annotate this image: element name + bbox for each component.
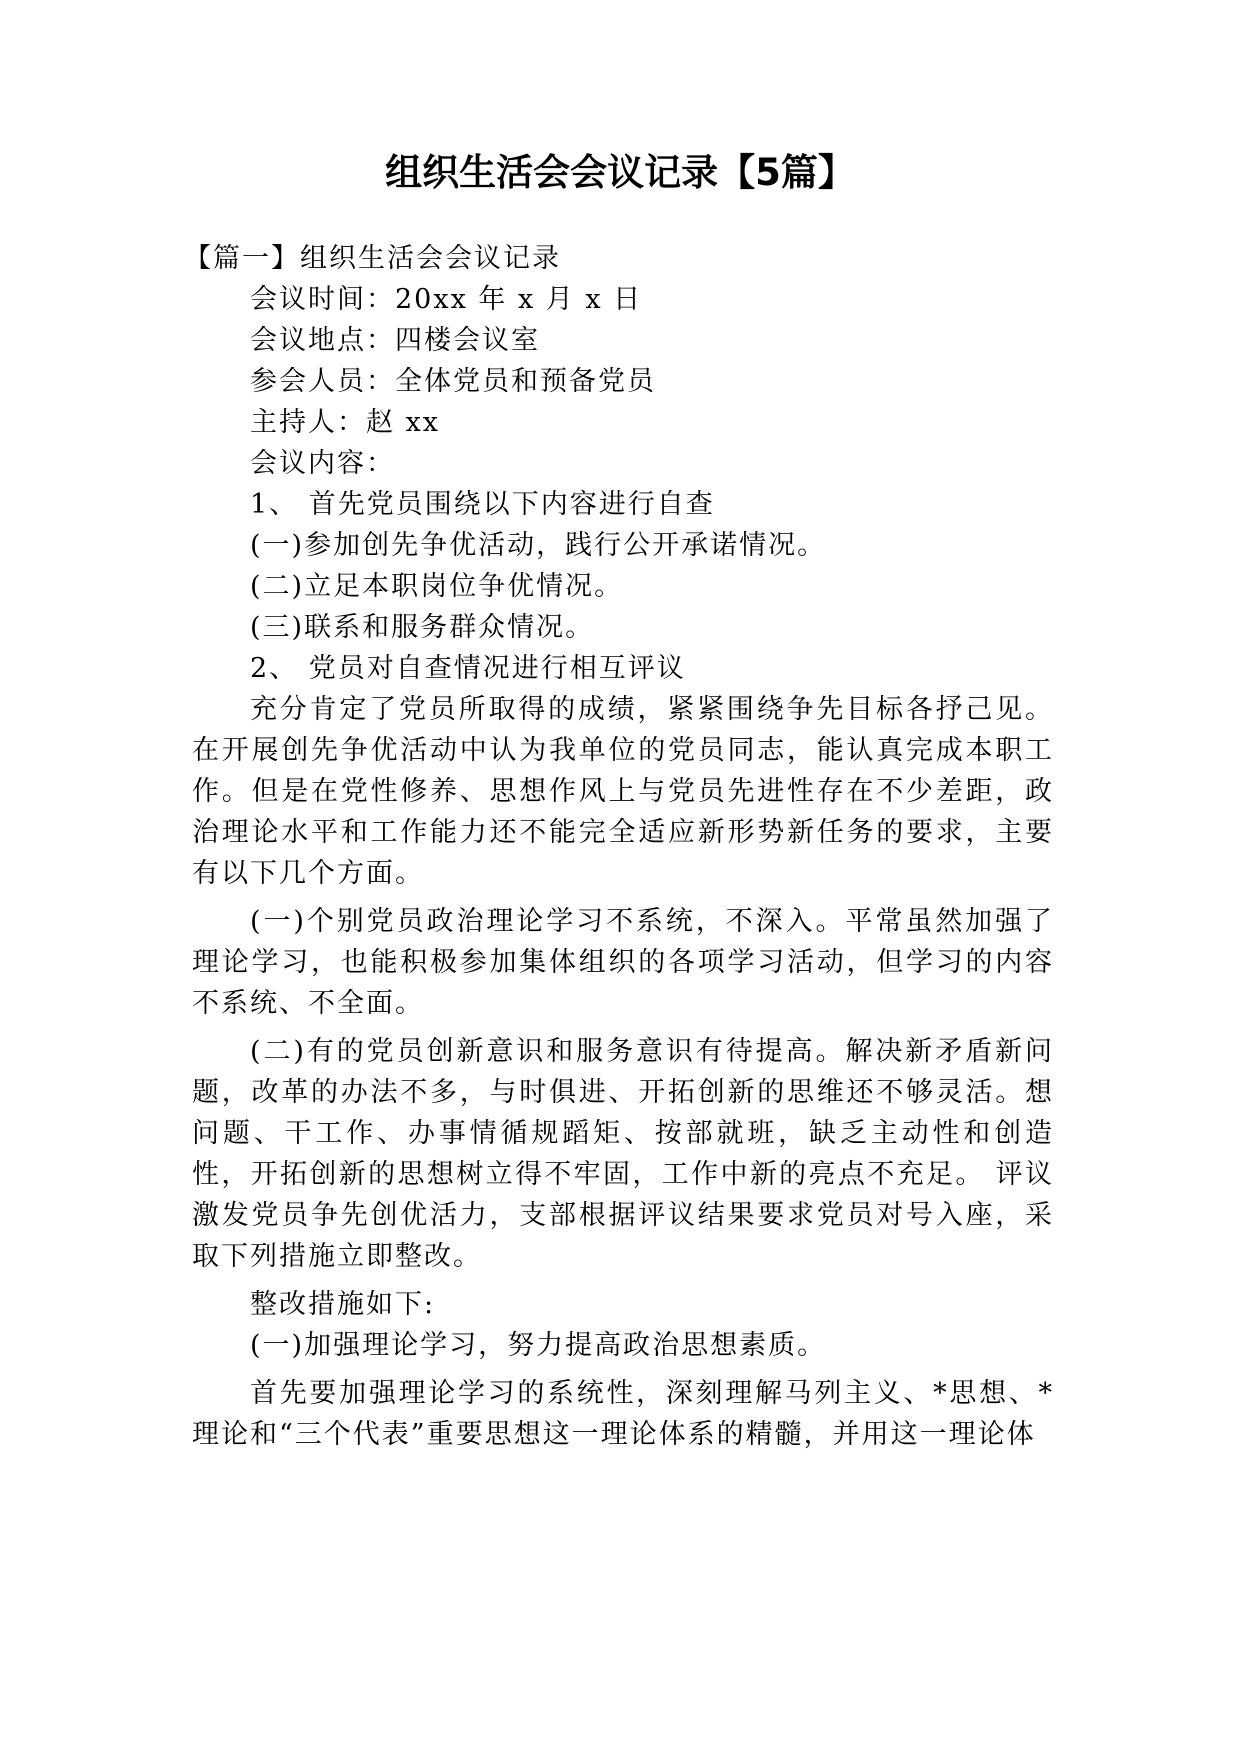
list-item-check-3: (三)联系和服务群众情况。 [250, 612, 595, 643]
meeting-content-label: 会议内容： [250, 448, 395, 479]
meeting-time: 会议时间：20xx 年 x 月 x 日 [250, 284, 643, 315]
meeting-attendees: 参会人员：全体党员和预备党员 [250, 366, 656, 397]
list-item-check-1: (一)参加创先争优活动，践行公开承诺情况。 [250, 530, 827, 561]
paragraph-issue-1: (一)个别党员政治理论学习不系统，不深入。平常虽然加强了理论学习，也能积极参加集体组织的各项学习活动，但学习的内容不系统、不全面。 [192, 906, 1054, 1019]
rectify-label: 整改措施如下: [250, 1289, 436, 1320]
document-title: 组织生活会会议记录【5篇】 [385, 151, 855, 194]
list-item-mutual-review: 2、 党员对自查情况进行相互评议 [250, 653, 686, 684]
rectify-measure-1: (一)加强理论学习，努力提高政治思想素质。 [250, 1330, 827, 1361]
paragraph-issue-2: (二)有的党员创新意识和服务意识有待提高。解决新矛盾新问题，改革的办法不多，与时俱进、开拓创新的思维还不够灵活。想问题、干工作、办事情循规蹈矩、按部就班，缺乏主动性和创造性，开拓创新的思想树立得不牢固，工作中新的亮点不充足。 评议激发党员争先创优活力，支部根据评议结果要求党员对号入座，采取下列措施立即整改。 [192, 1036, 1054, 1272]
section-heading: 【篇一】组织生活会会议记录 [184, 243, 561, 274]
paragraph-review-summary: 充分肯定了党员所取得的成绩，紧紧围绕争先目标各抒己见。在开展创先争优活动中认为我单位的党员同志，能认真完成本职工作。但是在党性修养、思想作风上与党员先进性存在不少差距，政治理论水平和工作能力还不能完全适应新形势新任务的要求，主要有以下几个方面。 [192, 694, 1054, 889]
meeting-host: 主持人：赵 xx [250, 407, 441, 438]
paragraph-theory-study: 首先要加强理论学习的系统性，深刻理解马列主义、*思想、*理论和“三个代表”重要思想这一理论体系的精髓，并用这一理论体 [192, 1378, 1054, 1450]
list-item-check-2: (二)立足本职岗位争优情况。 [250, 571, 624, 602]
meeting-place: 会议地点：四楼会议室 [250, 325, 540, 356]
list-item-self-check: 1、 首先党员围绕以下内容进行自查 [250, 489, 715, 520]
document-body [184, 238, 1054, 1455]
